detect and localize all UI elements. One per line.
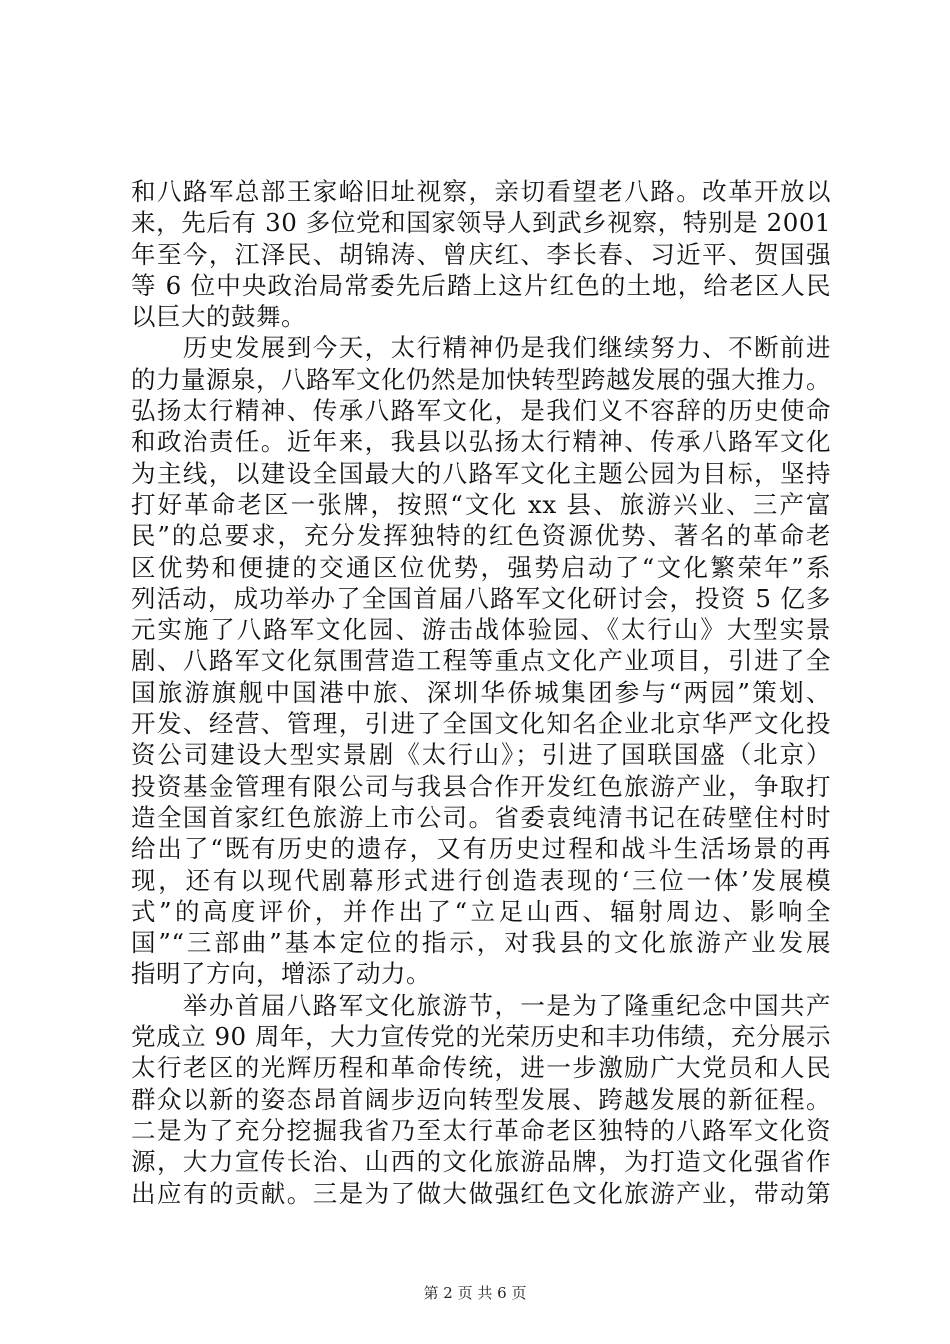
text-line: 元实施了八路军文化园、游击战体验园、《太行山》大型实景 (131, 615, 831, 645)
text-line: 资公司建设大型实景剧《太行山》；引进了国联国盛（北京） (131, 740, 831, 770)
text-line: 和政治责任。近年来，我县以弘扬太行精神、传承八路军文化 (131, 427, 831, 457)
text-line: 源，大力宣传长治、山西的文化旅游品牌，为打造文化强省作 (131, 1147, 831, 1177)
text-line: 投资基金管理有限公司与我县合作开发红色旅游产业，争取打 (131, 771, 831, 801)
text-line: 现，还有以现代剧幕形式进行创造表现的‘三位一体’发展模 (131, 865, 831, 895)
text-line: 弘扬太行精神、传承八路军文化，是我们义不容辞的历史使命 (131, 396, 831, 426)
page-number: 第 2 页 共 6 页 (423, 1284, 527, 1302)
paragraph-2 (131, 332, 831, 989)
text-line: 民”的总要求，充分发挥独特的红色资源优势、著名的革命老 (131, 521, 831, 551)
text-line: 造全国首家红色旅游上市公司。省委袁纯清书记在砖壁住村时 (131, 802, 831, 832)
text-line: 为主线，以建设全国最大的八路军文化主题公园为目标，坚持 (131, 458, 831, 488)
text-line: 指明了方向，增添了动力。 (131, 959, 431, 989)
text-line: 举办首届八路军文化旅游节，一是为了隆重纪念中国共产 (131, 990, 831, 1020)
text-line: 党成立 90 周年，大力宣传党的光荣历史和丰功伟绩，充分展示 (131, 1022, 831, 1052)
text-line: 给出了“既有历史的遗存，又有历史过程和战斗生活场景的再 (131, 834, 831, 864)
text-line: 来，先后有 30 多位党和国家领导人到武乡视察，特别是 2001 (131, 208, 831, 238)
text-line: 开发、经营、管理，引进了全国文化知名企业北京华严文化投 (131, 709, 831, 739)
text-line: 历史发展到今天，太行精神仍是我们继续努力、不断前进 (131, 333, 831, 363)
text-line: 太行老区的光辉历程和革命传统，进一步激励广大党员和人民 (131, 1053, 831, 1083)
text-line: 年至今，江泽民、胡锦涛、曾庆红、李长春、习近平、贺国强 (131, 239, 831, 269)
page-footer (0, 1282, 950, 1303)
text-line: 式”的高度评价，并作出了“立足山西、辐射周边、影响全 (131, 896, 831, 926)
paragraph-3 (131, 990, 831, 1209)
text-line: 剧、八路军文化氛围营造工程等重点文化产业项目，引进了全 (131, 646, 831, 676)
text-line: 出应有的贡献。三是为了做大做强红色文化旅游产业，带动第 (131, 1178, 831, 1208)
text-line: 以巨大的鼓舞。 (131, 302, 306, 332)
text-line: 打好革命老区一张牌，按照“文化 xx 县、旅游兴业、三产富 (131, 489, 831, 519)
document-body (131, 176, 831, 1209)
text-line: 区优势和便捷的交通区位优势，强势启动了“文化繁荣年”系 (131, 552, 831, 582)
text-line: 二是为了充分挖掘我省乃至太行革命老区独特的八路军文化资 (131, 1115, 831, 1145)
text-line: 和八路军总部王家峪旧址视察，亲切看望老八路。改革开放以 (131, 177, 831, 206)
text-line: 国”“三部曲”基本定位的指示，对我县的文化旅游产业发展 (131, 928, 831, 958)
text-line: 国旅游旗舰中国港中旅、深圳华侨城集团参与“两园”策划、 (131, 677, 831, 707)
paragraph-1 (131, 176, 831, 332)
text-line: 的力量源泉，八路军文化仍然是加快转型跨越发展的强大推力。 (131, 364, 831, 394)
text-line: 列活动，成功举办了全国首届八路军文化研讨会，投资 5 亿多 (131, 583, 831, 613)
text-line: 等 6 位中央政治局常委先后踏上这片红色的土地，给老区人民 (131, 270, 831, 300)
text-line: 群众以新的姿态昂首阔步迈向转型发展、跨越发展的新征程。 (131, 1084, 831, 1114)
